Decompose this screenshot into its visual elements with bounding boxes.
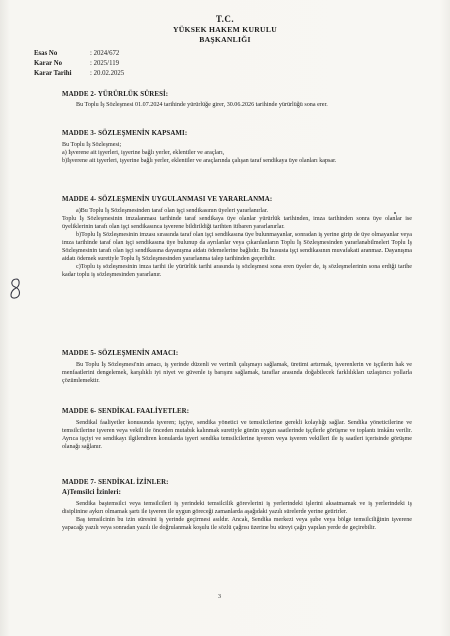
article-4-paragraph: b)Toplu İş Sözleşmesinin imzası sırasında taraf olan işçi sendikasına üye bulunmayanlar, sonradan iş yerine girip de üye olmayanlar veya imza tarihinde taraf olan işçi sendikasına üye bulunup da ayrılanlar veya çıkarılanların Toplu İş Sözleşmesinden yararlanabilmeleri Toplu İş Sözleşmesinin tarafı olan işçi sendikasına dayanışma aidatı ödemelerine bağlıdır. Bu hususta işçi sendikasının muvafakati aranmaz. Dayanışma aidatı ödemek suretiyle Toplu İş Sözleşmesinden yararlanma talep tarihinden geçerlidir. <box>62 232 412 263</box>
decision-date-row <box>34 69 124 79</box>
article-7-paragraph: Sendika baştemsilci veya temsilcileri iş yerindeki temsilcilik görevlerini iş yerlerindeki işlerini aksatmamak ve iş yerlerindeki iş disiplinine aykırı olmamak şartı ile işveren ile uygun göreceği zamanlarda aşağıdaki yazılı sürelerde yerine getirirler. <box>62 501 412 516</box>
case-number-value: : 2024/672 <box>90 50 120 57</box>
decision-date-label: Karar Tarihi <box>34 70 72 77</box>
article-5-body <box>62 361 412 385</box>
article-3-paragraph: Bu Toplu İş Sözleşmesi; <box>62 142 122 148</box>
article-7-subtitle: A)Temsilci İzinleri: <box>62 489 121 496</box>
article-6-title: MADDE 6- SENDİKAL FAALİYETLER: <box>62 408 190 415</box>
article-4-paragraph: a)Bu Toplu İş Sözleşmesinden taraf olan işçi sendikasının üyeleri yararlanırlar. <box>76 208 269 214</box>
ink-dot <box>394 212 396 214</box>
article-4-title: MADDE 4- SÖZLEŞMENİN UYGULANMASI VE YARARLANMA: <box>62 196 273 203</box>
article-2-title: MADDE 2- YÜRÜRLÜK SÜRESİ: <box>62 91 169 98</box>
article-3-title: MADDE 3- SÖZLEŞMENİN KAPSAMI: <box>62 130 188 137</box>
article-6-paragraph: Sendikal faaliyetler konusunda işveren; işçiye, sendika yönetici ve temsilcilerine gerekli kolaylığı sağlar. Sendika yöneticilerine ve temsilcilerine işveren veya vekili ile önceden mutabık kalınmak suretiyle günün uygun saatlerinde işçilerle görüşme ve toplantı imkânı verilir. Ayrıca işçiyi ve sendikayı ilgilendiren konularda işyeri sendika temsilcilerine işveren veya işveren vekilleri ile iş saatleri içerisinde görüşme olanağı sağlanır. <box>62 420 412 451</box>
article-7-title: MADDE 7- SENDİKAL İZİNLER: <box>62 479 169 486</box>
article-4-paragraph: Toplu İş Sözleşmesinin imzalanması tarihinde taraf sendikaya üye olanlar yürürlük tarihinden, imza tarihinden sonra üye olanlar ise üyeliklerinin tarafı olan işçi sendikasınca işverene bildirildiği tarihten itibaren yararlanırlar. <box>62 216 412 231</box>
page-number: 3 <box>218 594 221 600</box>
decision-date-value: : 20.02.2025 <box>90 70 125 77</box>
article-5-title: MADDE 5- SÖZLEŞMENİN AMACI: <box>62 350 179 357</box>
case-info <box>34 49 124 79</box>
decision-number-value: : 2025/119 <box>90 60 120 67</box>
article-4-paragraph: c)Toplu iş sözleşmesinin imza tarihi ile yürürlük tarihi arasında iş sözleşmesi sona eren üyeler de, iş sözleşmelerinin sona erdiği tarihe kadar toplu iş sözleşmesinden yararlanır. <box>62 264 412 279</box>
decision-number-label: Karar No <box>34 60 63 67</box>
article-2-body <box>62 101 412 109</box>
article-3-body <box>62 141 412 165</box>
decision-number-row <box>34 59 124 69</box>
article-3-paragraph: b)İşverene ait işyerleri, işyerine bağlı yerler, eklentiler ve araçlarında çalışan taraf sendikaya üye olanları kapsar. <box>62 158 337 165</box>
case-number-label: Esas No <box>34 50 58 57</box>
article-5-paragraph: Bu Toplu İş Sözleşmesi'nin amacı, iş yerinde düzenli ve verimli çalışmayı sağlamak, üretimi artırmak, işverenlerin ve işçilerin hak ve menfaatlerini dengelemek, karşılıklı iyi niyet ve güvenle iş barışını sağlamak, taraflar arasında doğabilecek farklılıkları uzlaştırıcı yollarla çözümlemektir. <box>62 362 412 385</box>
article-7-body <box>62 500 412 532</box>
header-country: T.C. <box>215 14 235 24</box>
header-department: BAŞKANLIĞI <box>199 35 251 44</box>
article-2-paragraph: Bu Toplu İş Sözleşmesi 01.07.2024 tarihinde yürürlüğe girer, 30.06.2026 tarihinde yürürlüğü sona erer. <box>76 102 328 108</box>
article-3-paragraph: a) İşverene ait işyerleri, işyerine bağlı yerler, eklentiler ve araçları, <box>62 150 225 157</box>
article-4-body <box>62 207 412 279</box>
article-6-body <box>62 419 412 451</box>
article-7-paragraph: Baş temsilcinin bu izin süresini iş yerinde geçirmesi asıldır. Ancak, Sendika merkezi veya şube veya bölge temsilciliğinin işverene yapacağı yazılı veya sonradan yazılı ile doğrulanmak koşulu ile sözlü çağrısı üzerine bu süreyi çağrı yapılan yerde de geçirebilir. <box>62 517 412 532</box>
header-institution: YÜKSEK HAKEM KURULU <box>172 25 277 34</box>
handwritten-margin-mark <box>6 276 26 302</box>
case-number-row <box>34 49 124 59</box>
